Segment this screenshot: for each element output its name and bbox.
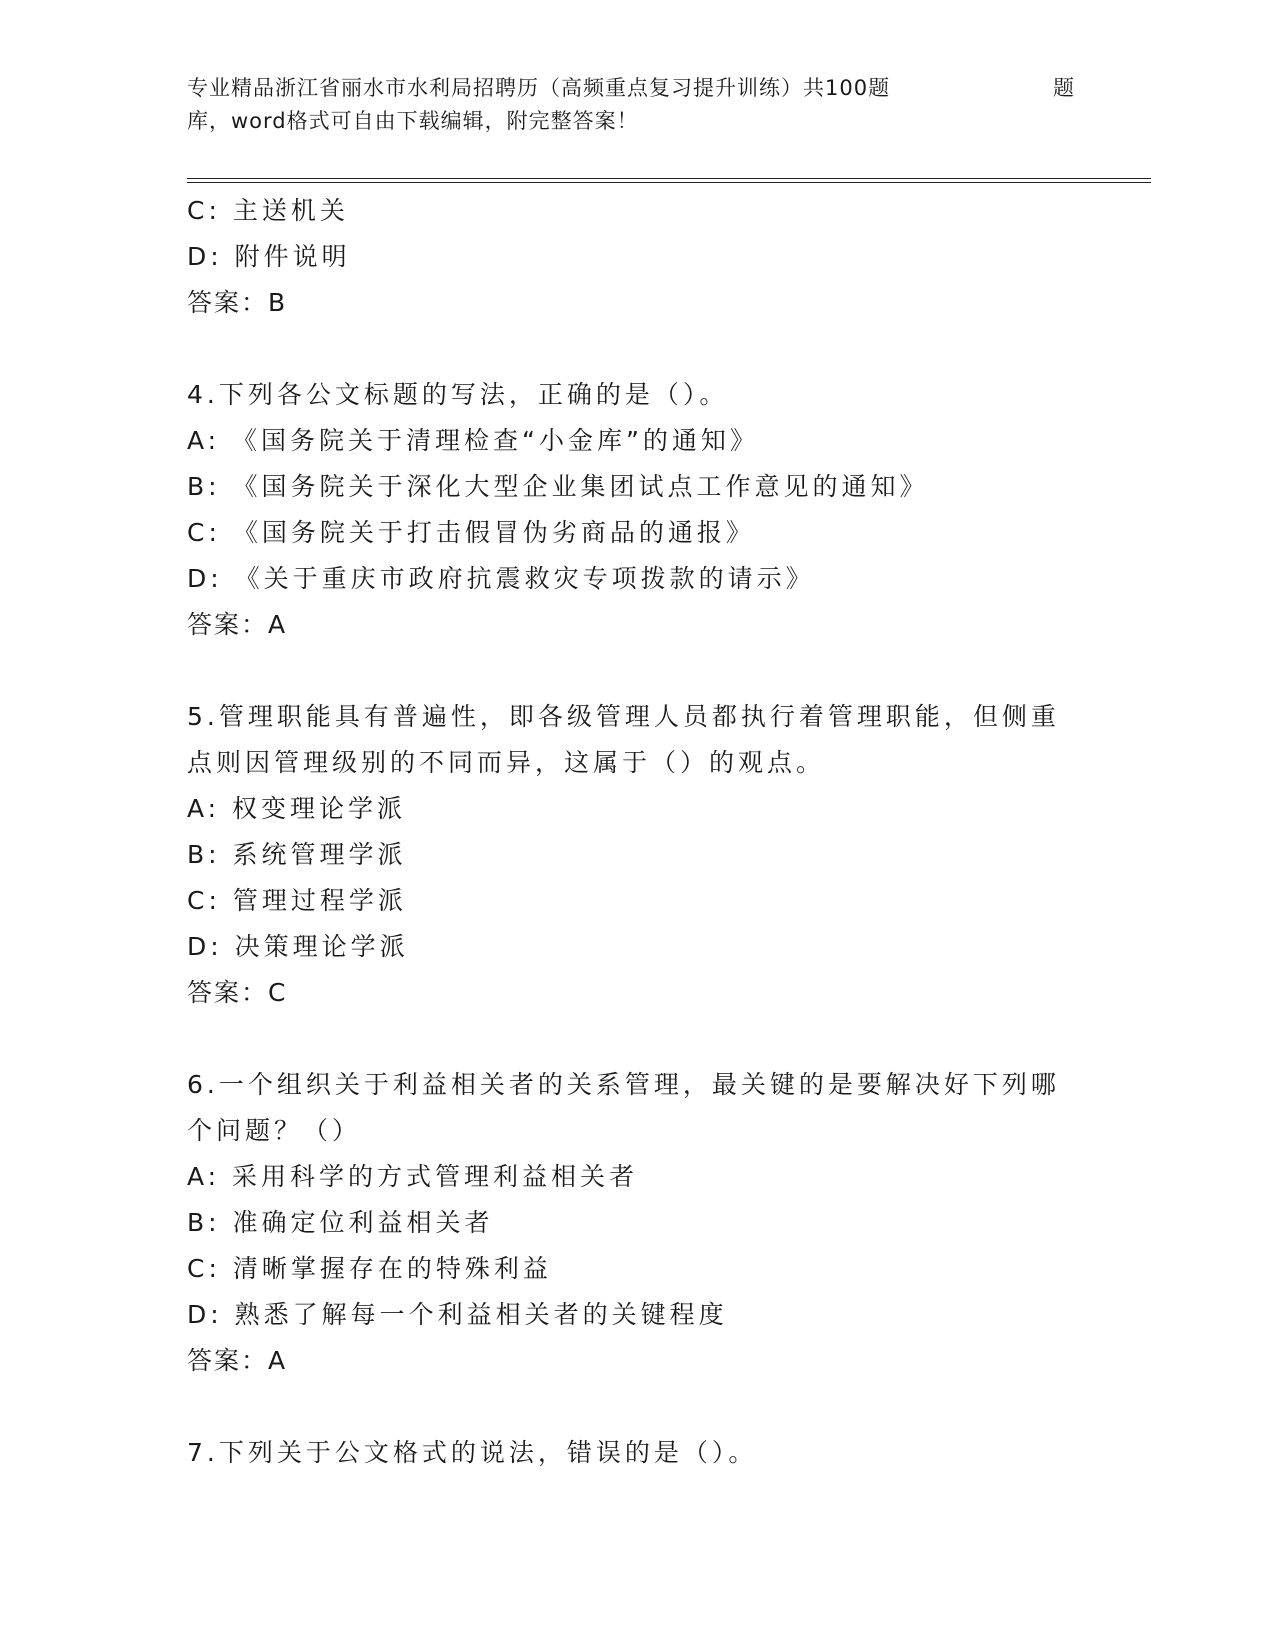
option-a: A: 《国务院关于清理检查“小金库”的通知》 xyxy=(187,426,759,455)
question-6 xyxy=(187,1062,1087,1384)
option-a: A: 采用科学的方式管理利益相关者 xyxy=(187,1162,639,1191)
header-line-2: 库，word格式可自由下载编辑，附完整答案！ xyxy=(187,109,639,133)
option-d: D: 《关于重庆市政府抗震救灾专项拨款的请示》 xyxy=(187,564,815,593)
answer: 答案：B xyxy=(187,288,288,317)
option-b: B: 准确定位利益相关者 xyxy=(187,1208,494,1237)
header-line-1-tail: 题 xyxy=(1053,76,1075,100)
question-text: 5.管理职能具有普遍性，即各级管理人员都执行着管理职能，但侧重 xyxy=(187,702,1060,731)
question-fragment xyxy=(187,188,1087,326)
option-d: D: 熟悉了解每一个利益相关者的关键程度 xyxy=(187,1300,728,1329)
option-c: C: 清晰掌握存在的特殊利益 xyxy=(187,1254,552,1283)
question-text: 7.下列关于公文格式的说法，错误的是（）。 xyxy=(187,1438,758,1467)
header-divider-bottom xyxy=(187,182,1151,183)
answer: 答案：C xyxy=(187,978,288,1007)
page-header xyxy=(187,72,1087,138)
answer: 答案：A xyxy=(187,610,288,639)
document-body xyxy=(187,188,1087,1476)
header-line-1: 专业精品浙江省丽水市水利局招聘历（高频重点复习提升训练）共100题 xyxy=(187,76,891,100)
question-text: 4.下列各公文标题的写法，正确的是（）。 xyxy=(187,380,729,409)
header-divider-top xyxy=(187,178,1151,179)
question-4 xyxy=(187,372,1087,648)
answer: 答案：A xyxy=(187,1346,288,1375)
question-text: 6.一个组织关于利益相关者的关系管理，最关键的是要解决好下列哪 xyxy=(187,1070,1060,1099)
option-d: D: 附件说明 xyxy=(187,242,351,271)
option-b: B: 《国务院关于深化大型企业集团试点工作意见的通知》 xyxy=(187,472,929,501)
option-d: D: 决策理论学派 xyxy=(187,932,409,961)
question-text-continued: 点则因管理级别的不同而异，这属于（）的观点。 xyxy=(187,748,826,777)
question-text-continued: 个问题？（） xyxy=(187,1116,362,1145)
option-b: B: 系统管理学派 xyxy=(187,840,407,869)
option-c: C: 管理过程学派 xyxy=(187,886,407,915)
option-c: C: 主送机关 xyxy=(187,196,349,225)
option-c: C: 《国务院关于打击假冒伪劣商品的通报》 xyxy=(187,518,755,547)
question-7 xyxy=(187,1430,1087,1476)
option-a: A: 权变理论学派 xyxy=(187,794,407,823)
question-5 xyxy=(187,694,1087,1016)
